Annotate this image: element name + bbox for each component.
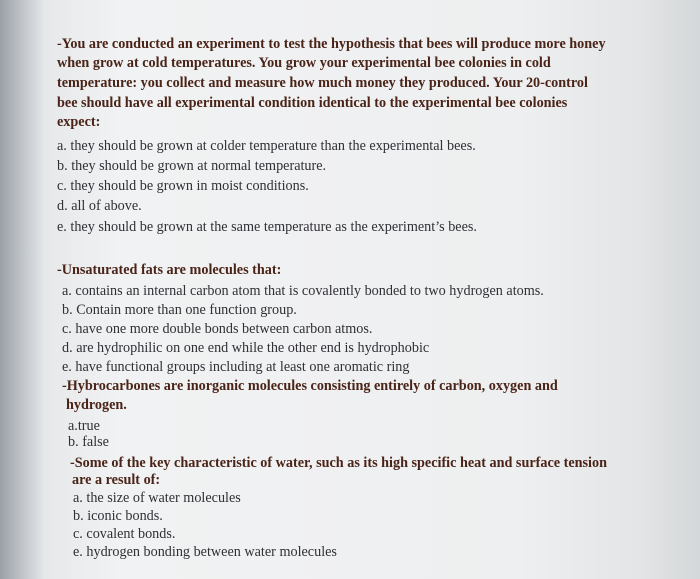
q2-option-a: a. contains an internal carbon atom that is covalently bonded to two hydrogen atoms. bbox=[62, 283, 544, 299]
q4-option-b: b. iconic bonds. bbox=[73, 508, 163, 524]
q1-prompt-line-4: bee should have all experimental condition identical to the experimental bee colonies bbox=[57, 95, 568, 111]
q1-prompt-line-3: temperature: you collect and measure how much money they produced. Your 20-control bbox=[57, 75, 588, 91]
q2-option-e: e. have functional groups including at least one aromatic ring bbox=[62, 359, 410, 375]
q1-option-c: c. they should be grown in moist conditions. bbox=[57, 178, 309, 194]
q3-prompt-line-1: -Hybrocarbones are inorganic molecules consisting entirely of carbon, oxygen and bbox=[62, 378, 558, 394]
q3-prompt-line-2: hydrogen. bbox=[66, 397, 127, 413]
q3-option-a: a.true bbox=[68, 418, 100, 434]
q4-prompt-line-2: are a result of: bbox=[72, 472, 161, 488]
q1-option-d: d. all of above. bbox=[57, 198, 142, 214]
q2-option-b: b. Contain more than one function group. bbox=[62, 302, 297, 318]
q2-option-d: d. are hydrophilic on one end while the other end is hydrophobic bbox=[62, 340, 430, 356]
q1-prompt-line-1: -You are conducted an experiment to test the hypothesis that bees will produce more honey bbox=[57, 36, 606, 52]
q1-prompt-line-2: when grow at cold temperatures. You grow your experimental bee colonies in cold bbox=[57, 55, 551, 71]
q1-option-a: a. they should be grown at colder temperature than the experimental bees. bbox=[57, 138, 476, 154]
q1-prompt-line-5: expect: bbox=[57, 114, 101, 130]
q2-option-c: c. have one more double bonds between carbon atmos. bbox=[62, 321, 373, 337]
q1-option-e: e. they should be grown at the same temperature as the experiment’s bees. bbox=[57, 219, 477, 235]
q2-prompt: -Unsaturated fats are molecules that: bbox=[57, 262, 282, 278]
q3-option-b: b. false bbox=[68, 434, 109, 450]
q4-option-e: e. hydrogen bonding between water molecules bbox=[73, 544, 337, 560]
q4-option-a: a. the size of water molecules bbox=[73, 490, 241, 506]
q1-option-b: b. they should be grown at normal temperature. bbox=[57, 158, 327, 174]
q4-option-c: c. covalent bonds. bbox=[73, 526, 176, 542]
q4-prompt-line-1: -Some of the key characteristic of water, such as its high specific heat and surface tension bbox=[70, 455, 607, 471]
